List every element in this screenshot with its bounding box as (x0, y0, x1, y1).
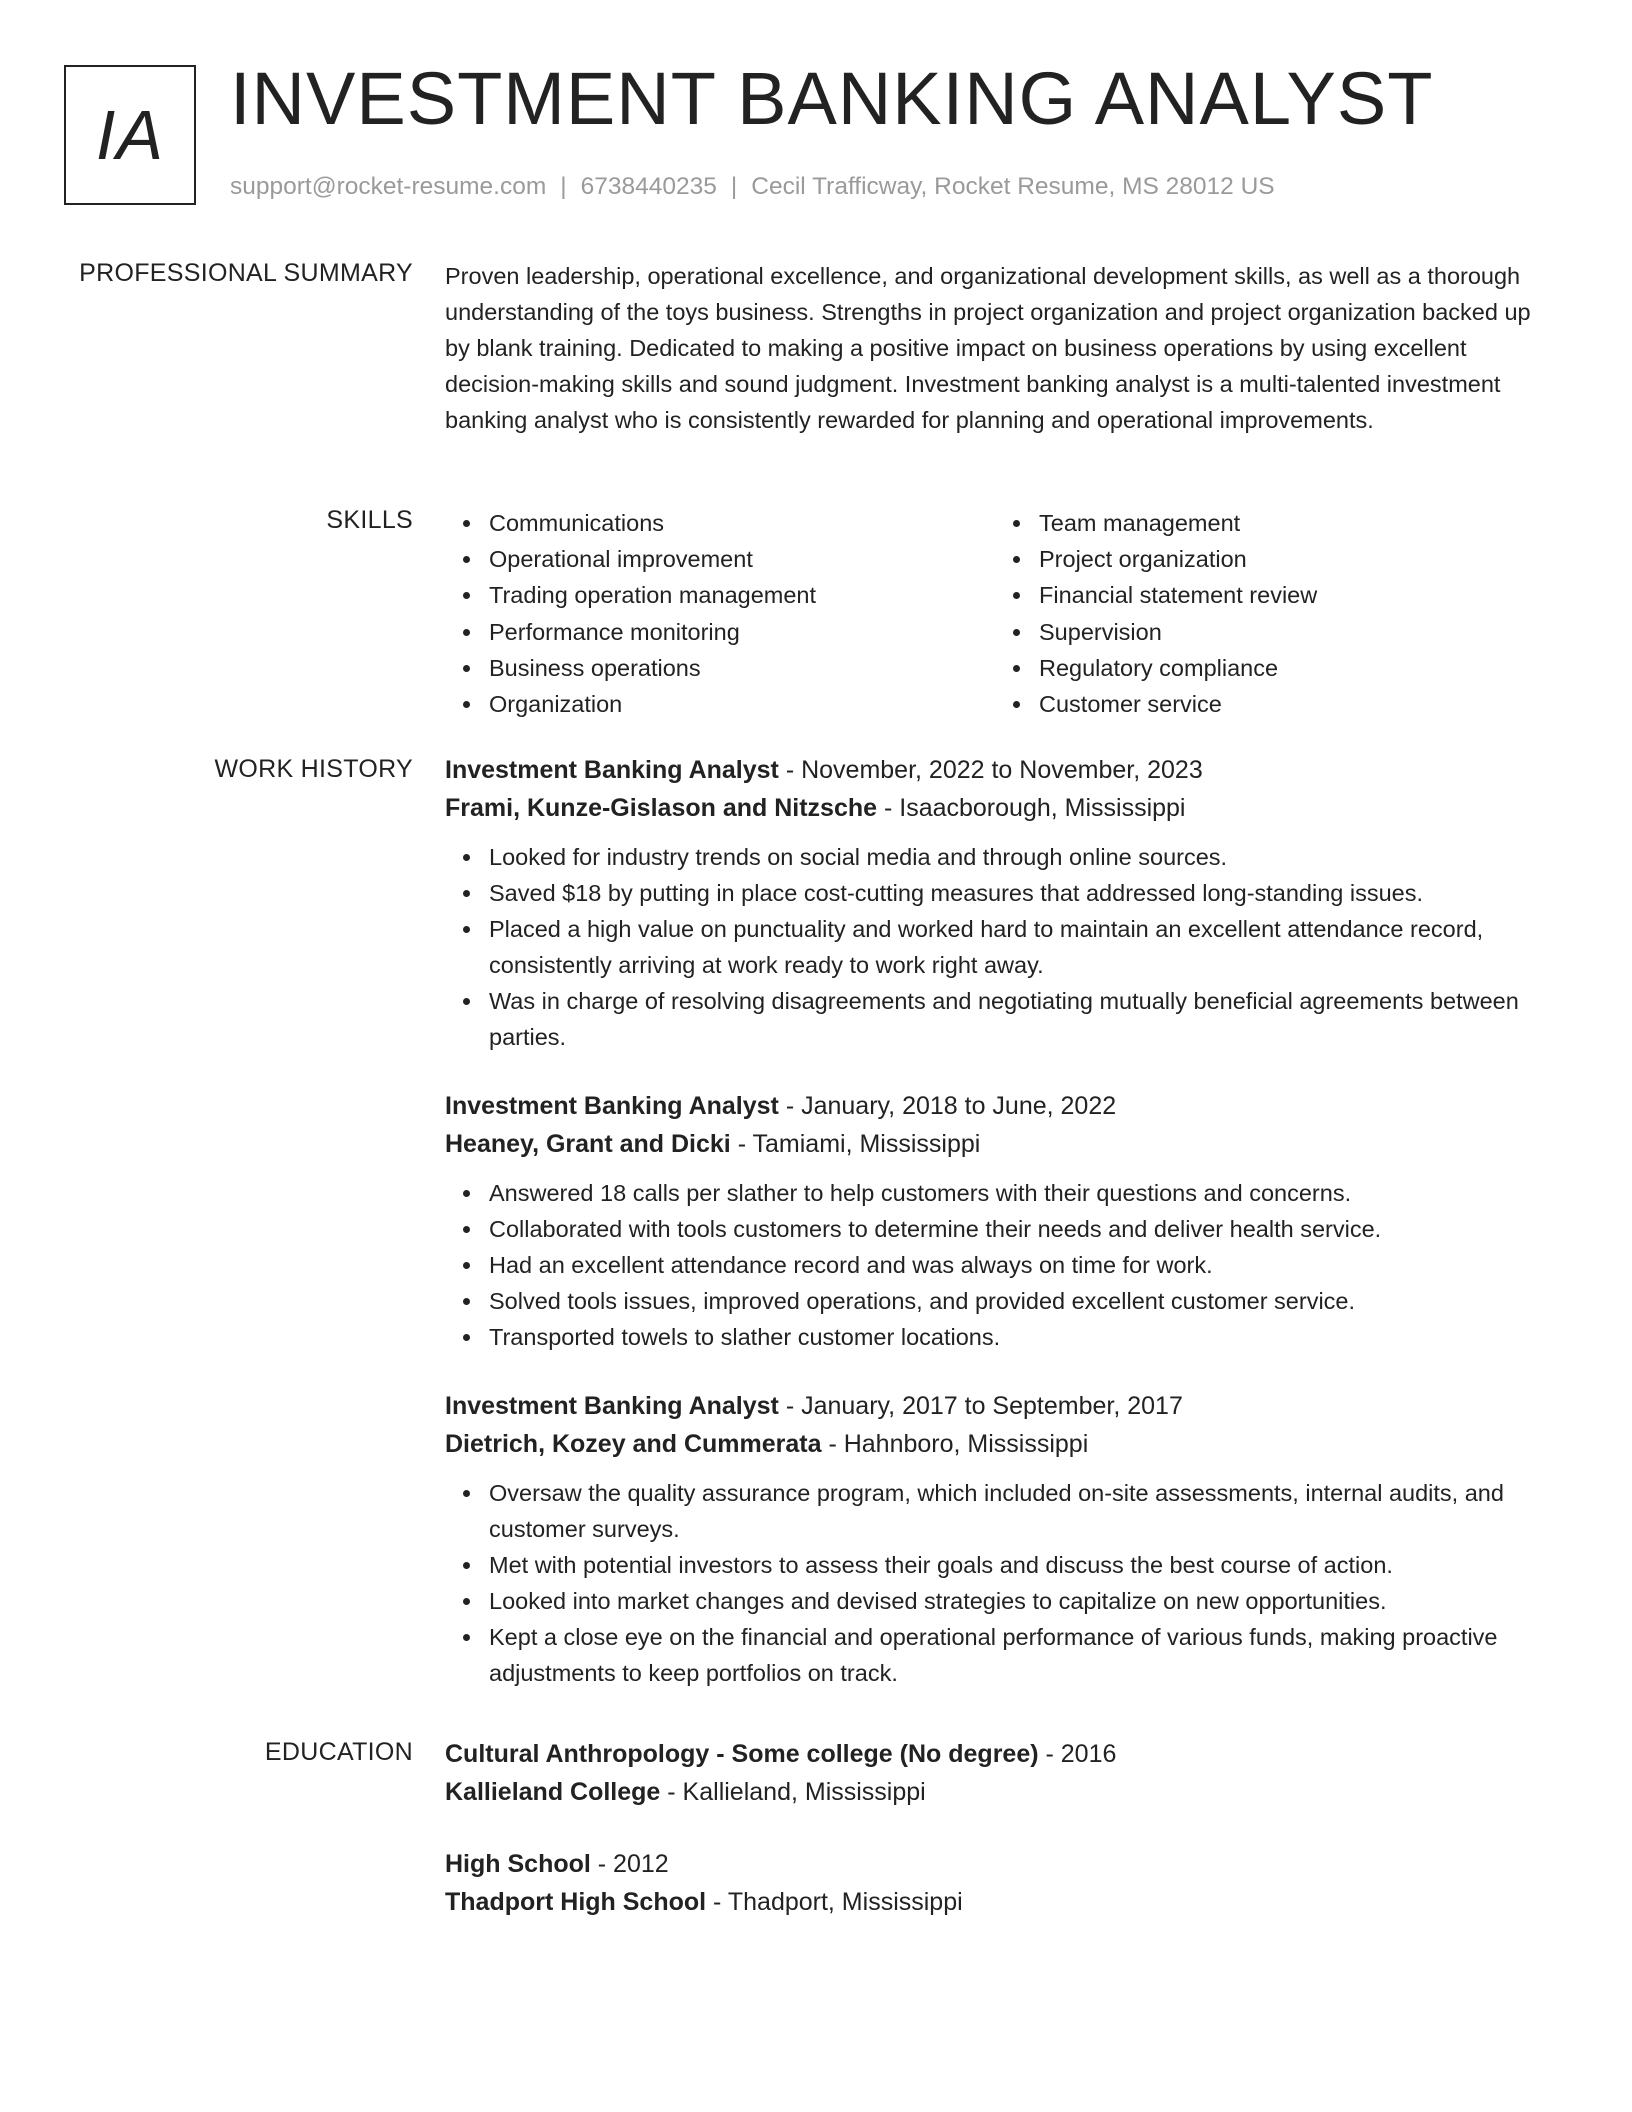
education-degree-line (445, 1735, 1545, 1773)
job-dates: - January, 2017 to September, 2017 (778, 1392, 1183, 1420)
job-bullets (445, 839, 1545, 1055)
education-degree: High School (445, 1850, 591, 1878)
job-bullet: Met with potential investors to assess their goals and discuss the best course of action. (489, 1547, 1545, 1583)
job-dates: - January, 2018 to June, 2022 (778, 1092, 1117, 1120)
education-year: - 2016 (1038, 1740, 1117, 1768)
job-title: Investment Banking Analyst (445, 1092, 779, 1120)
contact-phone[interactable]: 6738440235 (580, 173, 717, 200)
job-company-line (445, 789, 1545, 827)
contact-separator: | (560, 173, 567, 200)
job-bullet: Was in charge of resolving disagreements and negotiating mutually beneficial agreements between parties. (489, 983, 1545, 1055)
job-entry (445, 751, 1545, 1055)
skill-item: Trading operation management (489, 577, 995, 613)
job-company: Dietrich, Kozey and Cummerata (445, 1430, 822, 1458)
education-entry (445, 1735, 1545, 1811)
job-bullet: Answered 18 calls per slather to help customers with their questions and concerns. (489, 1175, 1545, 1211)
skill-item: Supervision (1039, 614, 1545, 650)
job-bullet: Transported towels to slather customer locations. (489, 1319, 1545, 1355)
job-title-line (445, 1387, 1545, 1425)
section-label-skills: SKILLS (326, 506, 413, 534)
education-school-line (445, 1883, 1545, 1921)
job-dates: - November, 2022 to November, 2023 (778, 756, 1203, 784)
job-bullet: Placed a high value on punctuality and worked hard to maintain an excellent attendance record, consistently arriving at work ready to work right away. (489, 911, 1545, 983)
skills-list-right (995, 505, 1545, 722)
job-title: Investment Banking Analyst (445, 756, 779, 784)
contact-line (230, 173, 1275, 201)
skill-item: Organization (489, 686, 995, 722)
resume-title: INVESTMENT BANKING ANALYST (230, 57, 1434, 140)
education-degree: Cultural Anthropology - Some college (No degree) (445, 1740, 1039, 1768)
job-bullet: Solved tools issues, improved operations, and provided excellent customer service. (489, 1283, 1545, 1319)
job-bullets (445, 1175, 1545, 1355)
monogram-badge: IA (64, 65, 196, 205)
section-label-education: EDUCATION (264, 1738, 413, 1766)
contact-address: Cecil Trafficway, Rocket Resume, MS 28012 US (751, 173, 1275, 200)
education-school-line (445, 1773, 1545, 1811)
skill-item: Customer service (1039, 686, 1545, 722)
education-school: Kallieland College (445, 1778, 661, 1806)
education-entry (445, 1845, 1545, 1921)
job-entry (445, 1387, 1545, 1691)
job-company: Frami, Kunze-Gislason and Nitzsche (445, 794, 878, 822)
work-history-body (445, 751, 1545, 1723)
contact-separator: | (730, 173, 738, 200)
skill-item: Communications (489, 505, 995, 541)
job-bullet: Looked into market changes and devised strategies to capitalize on new opportunities. (489, 1583, 1545, 1619)
education-location: - Kallieland, Mississippi (660, 1778, 926, 1806)
summary-text: Proven leadership, operational excellence, and organizational development skills, as well as a thorough understanding of the toys business. Strengths in project organization and project organization backed up by blank training. Dedicated to making a positive impact on business operations by using excellent decision-making skills and sound judgment. Investment banking analyst is a multi-talented investment banking analyst who is consistently rewarded for planning and operational improvements. (445, 263, 1531, 433)
resume-header (64, 57, 1564, 210)
job-bullet: Oversaw the quality assurance program, which included on-site assessments, internal audits, and customer surveys. (489, 1475, 1545, 1547)
skill-item: Performance monitoring (489, 614, 995, 650)
summary-body (445, 258, 1545, 438)
job-bullet: Had an excellent attendance record and was always on time for work. (489, 1247, 1545, 1283)
skill-item: Project organization (1039, 541, 1545, 577)
education-year: - 2012 (590, 1850, 669, 1878)
education-degree-line (445, 1845, 1545, 1883)
job-title: Investment Banking Analyst (445, 1392, 779, 1420)
job-entry (445, 1087, 1545, 1355)
section-label-work: WORK HISTORY (214, 755, 413, 783)
job-title-line (445, 1087, 1545, 1125)
skill-item: Regulatory compliance (1039, 650, 1545, 686)
job-bullets (445, 1475, 1545, 1691)
education-body (445, 1735, 1545, 1955)
skill-item: Operational improvement (489, 541, 995, 577)
job-company-line (445, 1125, 1545, 1163)
job-bullet: Saved $18 by putting in place cost-cutting measures that addressed long-standing issues. (489, 875, 1545, 911)
skills-body (445, 505, 1545, 722)
job-bullet: Collaborated with tools customers to determine their needs and deliver health service. (489, 1211, 1545, 1247)
job-title-line (445, 751, 1545, 789)
job-company: Heaney, Grant and Dicki (445, 1130, 731, 1158)
job-bullet: Looked for industry trends on social media and through online sources. (489, 839, 1545, 875)
job-location: - Tamiami, Mississippi (730, 1130, 981, 1158)
job-location: - Hahnboro, Mississippi (821, 1430, 1089, 1458)
section-label-summary: PROFESSIONAL SUMMARY (79, 259, 413, 287)
job-location: - Isaacborough, Mississippi (877, 794, 1186, 822)
education-location: - Thadport, Mississippi (706, 1888, 963, 1916)
education-school: Thadport High School (445, 1888, 707, 1916)
skills-list-left (445, 505, 995, 722)
job-company-line (445, 1425, 1545, 1463)
skill-item: Financial statement review (1039, 577, 1545, 613)
contact-email[interactable]: support@rocket-resume.com (230, 173, 547, 200)
skill-item: Team management (1039, 505, 1545, 541)
skill-item: Business operations (489, 650, 995, 686)
job-bullet: Kept a close eye on the financial and operational performance of various funds, making proactive adjustments to keep portfolios on track. (489, 1619, 1545, 1691)
